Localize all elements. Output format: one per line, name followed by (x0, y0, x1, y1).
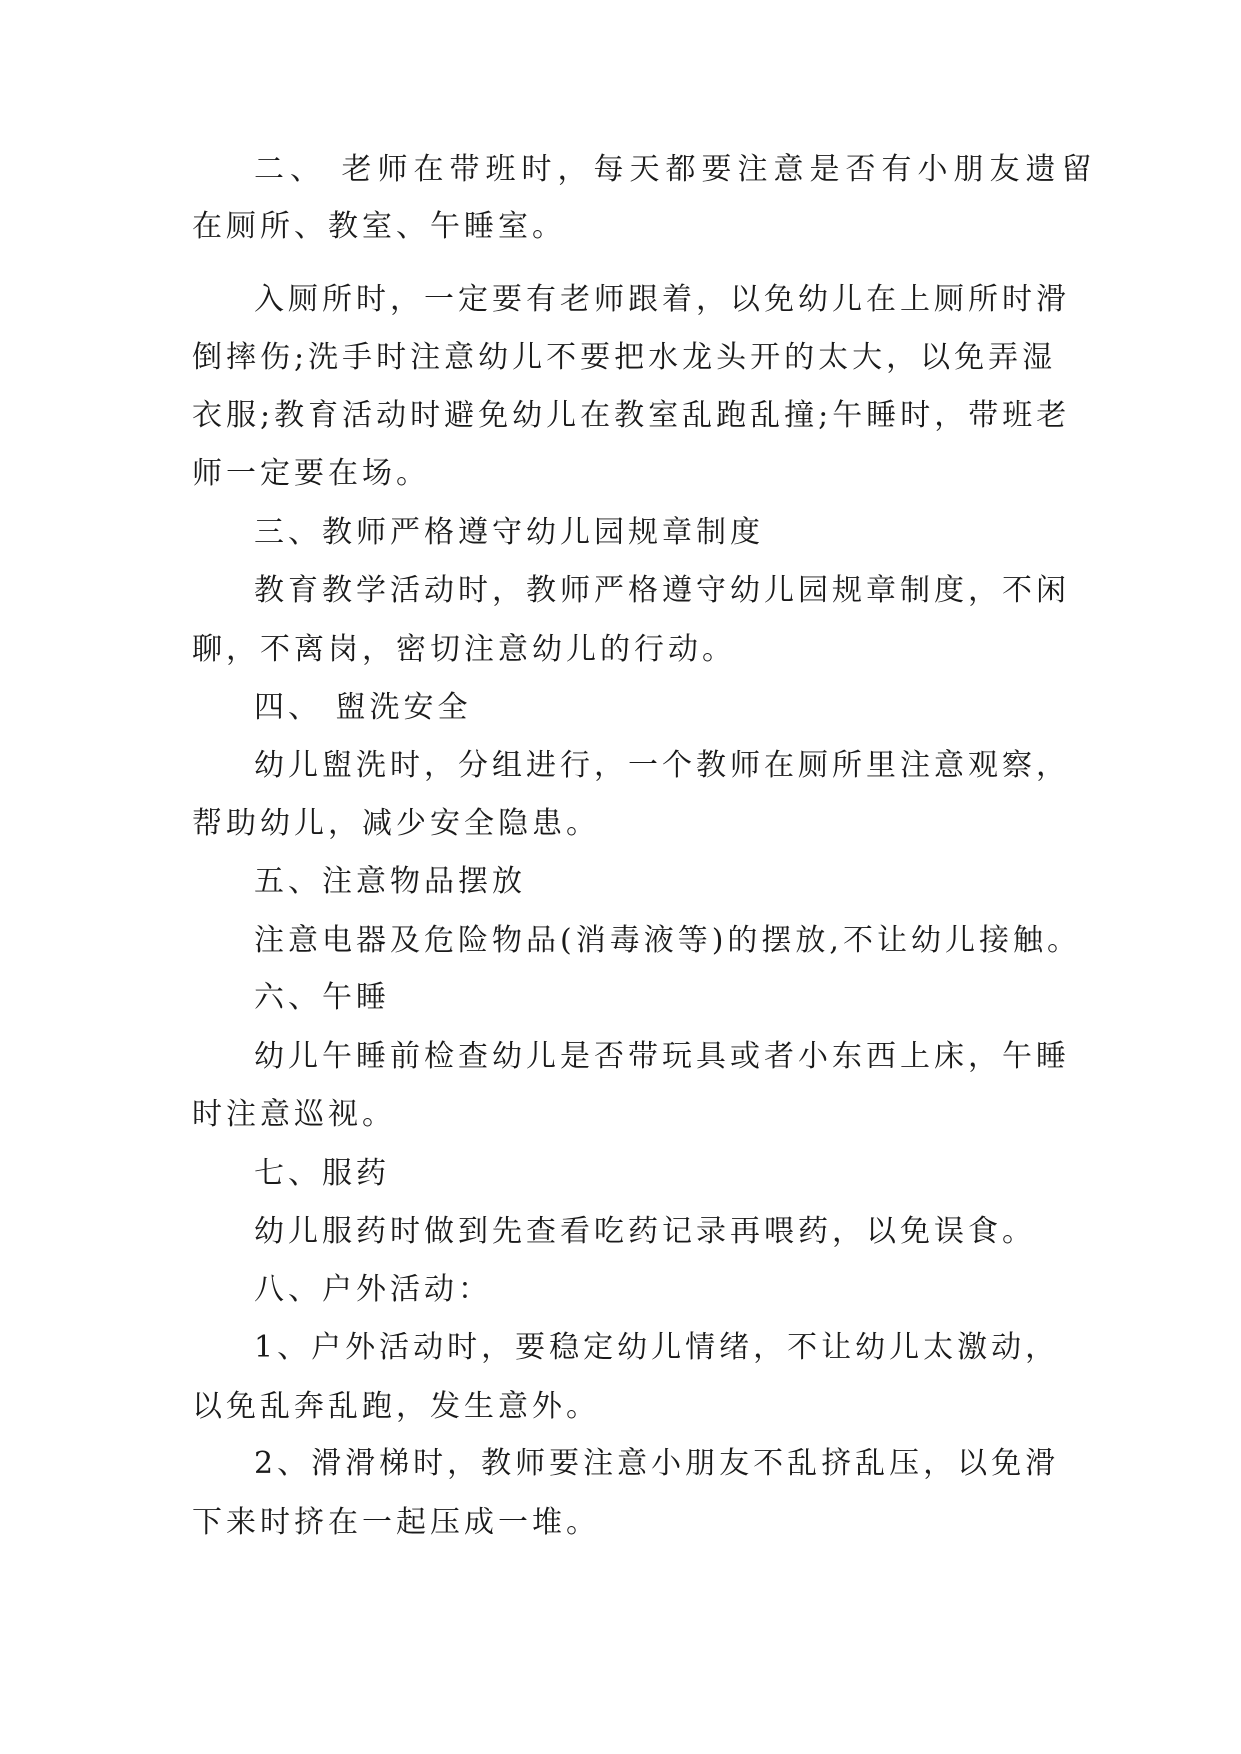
text-line: 帮助幼儿，减少安全隐患。 (192, 806, 600, 841)
section-heading: 五、注意物品摆放 (254, 864, 526, 899)
text-line: 注意电器及危险物品(消毒液等)的摆放,不让幼儿接触。 (254, 923, 1081, 958)
text-line: 2、滑滑梯时，教师要注意小朋友不乱挤乱压，以免滑 (254, 1446, 1060, 1481)
text-line: 衣服;教育活动时避免幼儿在教室乱跑乱撞;午睡时，带班老 (192, 398, 1071, 433)
text-line: 在厕所、教室、午睡室。 (192, 209, 566, 244)
section-heading: 八、户外活动： (254, 1272, 492, 1307)
section-heading: 六、午睡 (254, 980, 390, 1015)
text-line: 以免乱奔乱跑，发生意外。 (192, 1389, 600, 1424)
section-heading: 四、 盥洗安全 (254, 690, 472, 725)
section-heading: 七、服药 (254, 1156, 390, 1191)
text-line: 教育教学活动时，教师严格遵守幼儿园规章制度，不闲 (254, 573, 1070, 608)
text-line: 二、 老师在带班时，每天都要注意是否有小朋友遗留 (254, 152, 1098, 187)
text-line: 时注意巡视。 (192, 1097, 396, 1132)
text-line: 聊，不离岗，密切注意幼儿的行动。 (192, 632, 736, 667)
text-line: 倒摔伤;洗手时注意幼儿不要把水龙头开的太大，以免弄湿 (192, 340, 1057, 375)
text-line: 1、户外活动时，要稳定幼儿情绪，不让幼儿太激动， (254, 1330, 1060, 1365)
text-line: 下来时挤在一起压成一堆。 (192, 1505, 600, 1540)
text-line: 幼儿服药时做到先查看吃药记录再喂药，以免误食。 (254, 1214, 1036, 1249)
text-line: 师一定要在场。 (192, 456, 430, 491)
text-line: 幼儿午睡前检查幼儿是否带玩具或者小东西上床，午睡 (254, 1039, 1070, 1074)
section-heading: 三、教师严格遵守幼儿园规章制度 (254, 515, 764, 550)
text-line: 入厕所时，一定要有老师跟着，以免幼儿在上厕所时滑 (254, 282, 1070, 317)
text-line: 幼儿盥洗时，分组进行，一个教师在厕所里注意观察， (254, 748, 1070, 783)
